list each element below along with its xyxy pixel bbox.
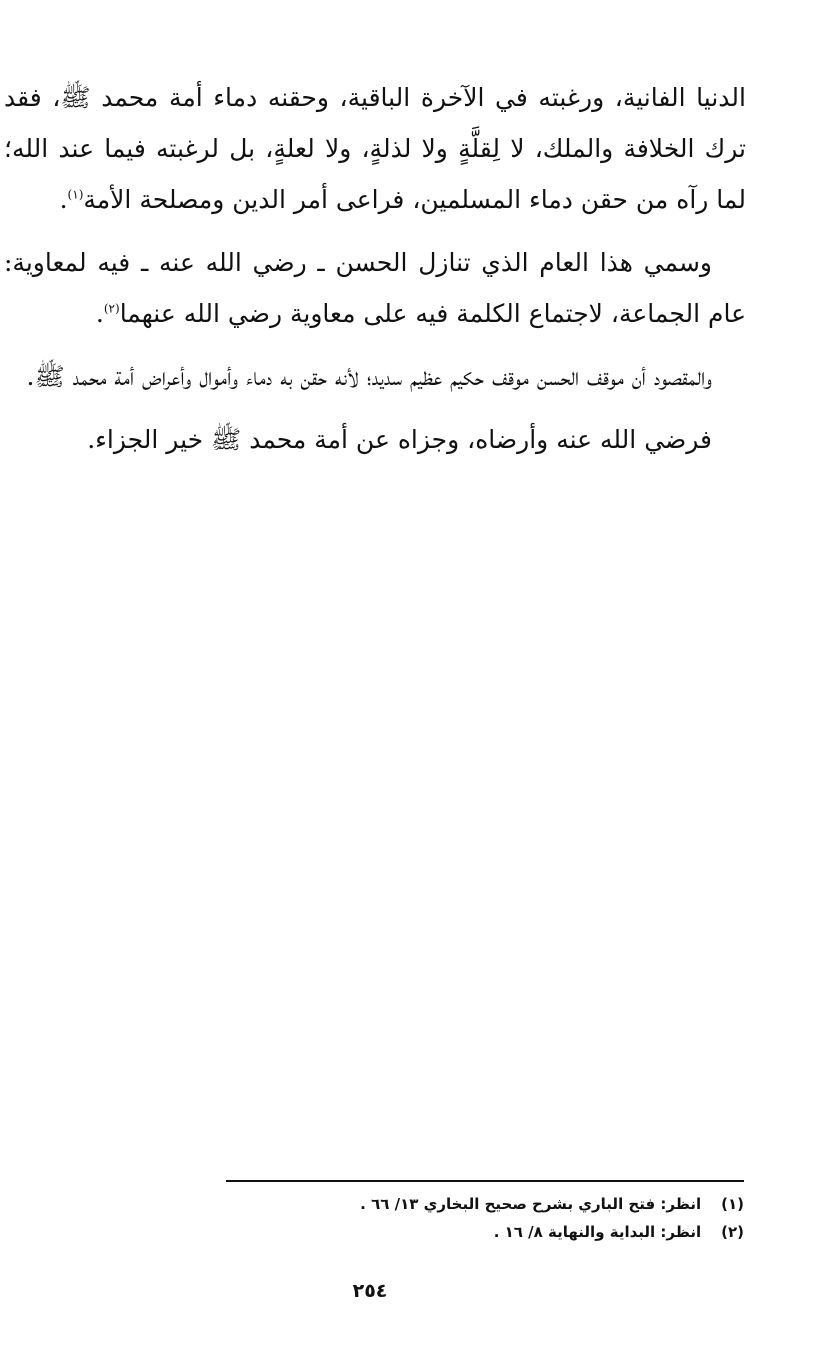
paragraph-1-trail: .	[59, 185, 68, 214]
paragraph-2	[4, 237, 746, 339]
paragraph-1-text: الدنيا الفانية، ورغبته في الآخرة الباقية، وحقنه دماء أمة محمد ﷺ، فقد ترك الخلافة والملك، لا لِقلَّةٍ ولا لذلةٍ، ولا لعلةٍ، بل لرغبته فيما عند الله؛ لما رآه من حقن دماء المسلمين، فراعى أمر الدين ومصلحة الأمة	[4, 83, 746, 214]
page-number: ٢٥٤	[352, 1280, 388, 1302]
footnote-1-text: انظر: فتح الباري بشرح صحيح البخاري ١٣/ ٦٦ .	[360, 1195, 702, 1213]
paragraph-2-trail: .	[95, 299, 104, 328]
footnotes	[226, 1190, 744, 1246]
paragraph-3: والمقصود أن موقف الحسن موقف حكيم عظيم سديد؛ لأنه حقن به دماء وأموال وأعراض أمة محمد ﷺ.	[26, 362, 712, 391]
footnote-2-text: انظر: البداية والنهاية ٨/ ١٦ .	[493, 1223, 702, 1241]
footnote-2-number: (٢)	[721, 1223, 744, 1241]
paragraph-2-text: وسمي هذا العام الذي تنازل الحسن ـ رضي الله عنه ـ فيه لمعاوية: عام الجماعة، لاجتماع الكلمة فيه على معاوية رضي الله عنهما	[4, 248, 746, 328]
footnote-2	[226, 1218, 744, 1246]
footnote-divider	[226, 1180, 744, 1182]
footnote-1	[226, 1190, 744, 1218]
footnote-ref-1: (١)	[67, 187, 84, 202]
paragraph-1	[4, 72, 746, 225]
paragraph-4: فرضي الله عنه وأرضاه، وجزاه عن أمة محمد ﷺ خير الجزاء.	[87, 425, 712, 454]
footnote-ref-2: (٢)	[103, 301, 120, 316]
main-text	[4, 72, 746, 465]
footnote-1-number: (١)	[721, 1195, 744, 1213]
